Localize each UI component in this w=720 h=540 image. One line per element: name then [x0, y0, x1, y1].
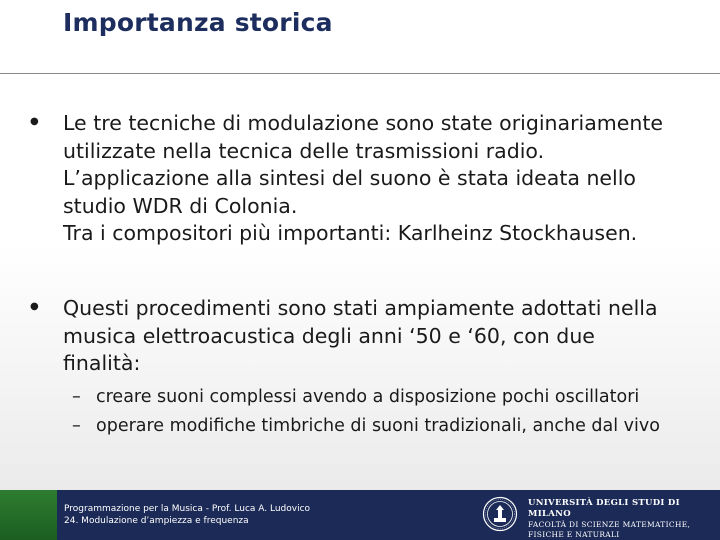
- university-wordmark: [528, 498, 720, 540]
- footer-caption: [64, 503, 310, 527]
- university-seal-icon: [482, 496, 518, 532]
- university-name: UNIVERSITÀ DEGLI STUDI DI MILANO: [528, 498, 680, 519]
- bullet-dot-icon: ●: [30, 116, 39, 127]
- bullet-2-line-1: Questi procedimenti sono stati ampiamente adottati nella: [63, 296, 658, 320]
- footer-lesson: 24. Modulazione d’ampiezza e frequenza: [64, 516, 249, 526]
- dash-icon: –: [72, 387, 81, 407]
- faculty-line-2: FISICHE E NATURALI: [528, 530, 620, 539]
- bullet-2-text: [63, 295, 713, 378]
- slide-title: Importanza storica: [63, 8, 333, 37]
- bullet-1-line-1: Le tre tecniche di modulazione sono state originariamente: [63, 111, 664, 135]
- title-divider: [0, 73, 720, 74]
- bullet-1-line-4: studio WDR di Colonia.: [63, 193, 298, 218]
- sub-item: [72, 383, 712, 412]
- sub-list: [72, 383, 712, 441]
- footer-course: Programmazione per la Musica - Prof. Luca A. Ludovico: [64, 504, 311, 514]
- footer-accent: [0, 490, 57, 540]
- bullet-1-line-3: L’applicazione alla sintesi del suono è stata ideata nello: [63, 166, 636, 190]
- bullet-1-line-2: utilizzate nella tecnica delle trasmissioni radio.: [63, 138, 545, 163]
- bullet-2-line-2: musica elettroacustica degli anni ‘50 e ‘60, con due: [63, 323, 595, 348]
- sub-item-text: creare suoni complessi avendo a disposizione pochi oscillatori: [96, 387, 640, 407]
- dash-icon: –: [72, 416, 81, 436]
- bullet-dot-icon: ●: [30, 301, 39, 312]
- sub-item: [72, 412, 712, 441]
- sub-item-text: operare modifiche timbriche di suoni tradizionali, anche dal vivo: [96, 416, 660, 436]
- bullet-1-line-5: Tra i compositori più importanti: Karlheinz Stockhausen.: [63, 221, 638, 245]
- bullet-2-line-3: finalità:: [63, 351, 141, 375]
- bullet-1-text: [63, 110, 713, 248]
- faculty-line-1: FACOLTÀ DI SCIENZE MATEMATICHE,: [528, 520, 691, 529]
